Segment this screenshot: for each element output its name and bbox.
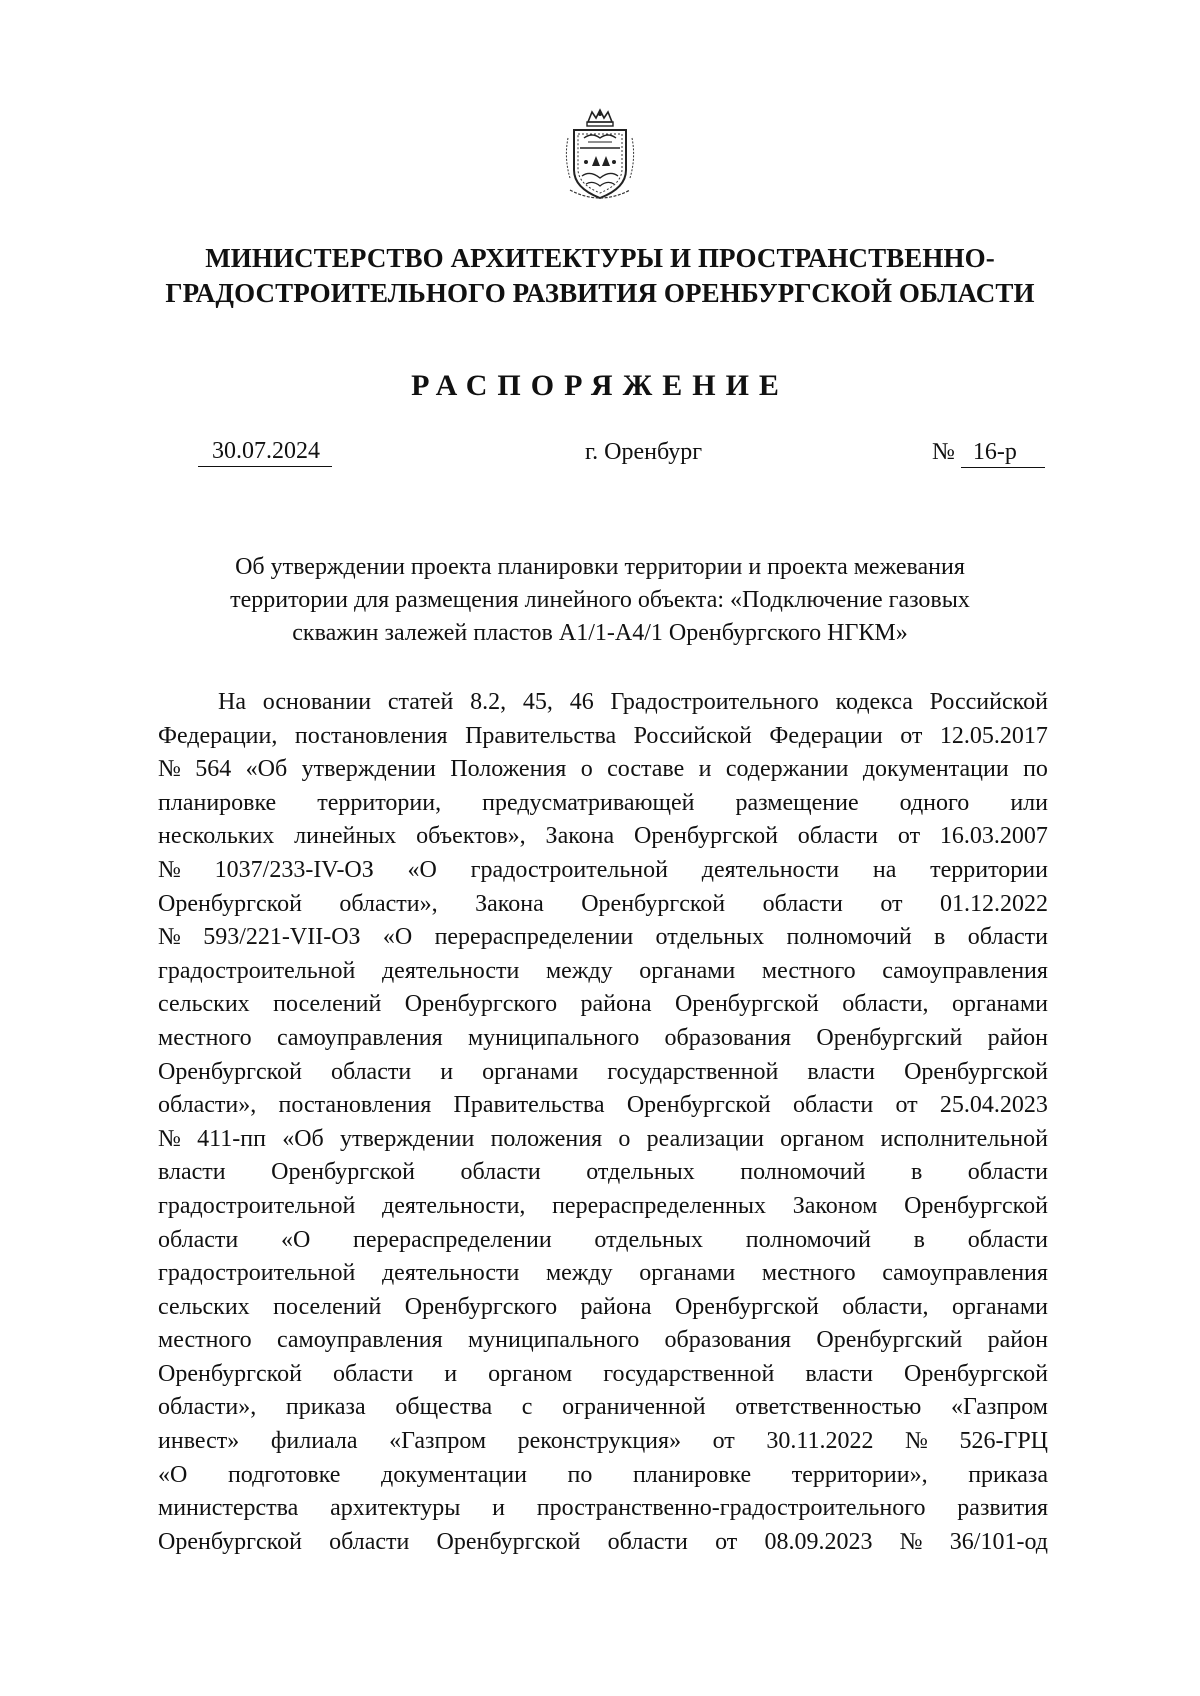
body-line: местного самоуправления муниципального образования Оренбургский район — [158, 1024, 1048, 1051]
body-line: инвест» филиала «Газпром реконструкция» от 30.11.2022 № 526-ГРЦ — [158, 1428, 1048, 1455]
body-line: градостроительной деятельности между органами местного самоуправления — [158, 1260, 1048, 1287]
body-line: сельских поселений Оренбургского района Оренбургской области, органами — [158, 1293, 1048, 1320]
body-line: области», постановления Правительства Оренбургской области от 25.04.2023 — [158, 1092, 1048, 1119]
body-line: местного самоуправления муниципального образования Оренбургский район — [158, 1327, 1048, 1354]
body-line: градостроительной деятельности, перераспределенных Законом Оренбургской — [158, 1192, 1048, 1219]
document-date: 30.07.2024 — [198, 436, 332, 467]
document-number: 16-р — [961, 437, 1045, 468]
body-line: Оренбургской области Оренбургской области от 08.09.2023 № 36/101-од — [158, 1528, 1048, 1555]
body-line: министерства архитектуры и пространственно-градостроительного развития — [158, 1495, 1048, 1522]
document-subject — [140, 551, 1060, 650]
body-line: № 564 «Об утверждении Положения о составе и содержании документации по — [158, 756, 1048, 783]
body-line: На основании статей 8.2, 45, 46 Градостроительного кодекса Российской — [218, 689, 1048, 715]
body-line: № 411-пп «Об утверждении положения о реализации органом исполнительной — [158, 1125, 1048, 1152]
document-type-heading: РАСПОРЯЖЕНИЕ — [411, 369, 789, 402]
body-line: Оренбургской области и органами государственной власти Оренбургской — [158, 1058, 1048, 1085]
body-line: «О подготовке документации по планировке территории», приказа — [158, 1461, 1048, 1488]
ministry-title-line-2: ГРАДОСТРОИТЕЛЬНОГО РАЗВИТИЯ ОРЕНБУРГСКОЙ ОБЛАСТИ — [165, 278, 1035, 308]
body-line: власти Оренбургской области отдельных полномочий в области — [158, 1159, 1048, 1186]
body-line: Оренбургской области и органом государственной власти Оренбургской — [158, 1360, 1048, 1387]
document-city: г. Оренбург — [585, 439, 703, 465]
ministry-title — [130, 241, 1070, 311]
number-sign: № — [932, 439, 955, 465]
body-line: сельских поселений Оренбургского района Оренбургской области, органами — [158, 991, 1048, 1018]
document-body — [158, 686, 1048, 1559]
body-line: нескольких линейных объектов», Закона Оренбургской области от 16.03.2007 — [158, 823, 1048, 850]
body-line: планировке территории, предусматривающей размещение одного или — [158, 789, 1048, 816]
subject-line-3: скважин залежей пластов А1/1-А4/1 Оренбургского НГКМ» — [292, 620, 908, 646]
body-line: Федерации, постановления Правительства Российской Федерации от 12.05.2017 — [158, 722, 1048, 749]
body-line: № 1037/233-IV-ОЗ «О градостроительной деятельности на территории — [158, 856, 1048, 883]
document-meta-row — [0, 436, 1200, 476]
coat-of-arms-icon — [562, 108, 638, 204]
body-line: градостроительной деятельности между органами местного самоуправления — [158, 957, 1048, 984]
body-line: № 593/221-VII-ОЗ «О перераспределении отдельных полномочий в области — [158, 924, 1048, 951]
subject-line-2: территории для размещения линейного объекта: «Подключение газовых — [230, 587, 970, 613]
body-line: Оренбургской области», Закона Оренбургской области от 01.12.2022 — [158, 890, 1048, 917]
body-line: области», приказа общества с ограниченной ответственностью «Газпром — [158, 1394, 1048, 1421]
subject-line-1: Об утверждении проекта планировки территории и проекта межевания — [235, 554, 965, 580]
body-line: области «О перераспределении отдельных полномочий в области — [158, 1226, 1048, 1253]
ministry-title-line-1: МИНИСТЕРСТВО АРХИТЕКТУРЫ И ПРОСТРАНСТВЕННО- — [205, 243, 995, 273]
document-number-field — [932, 436, 1045, 468]
